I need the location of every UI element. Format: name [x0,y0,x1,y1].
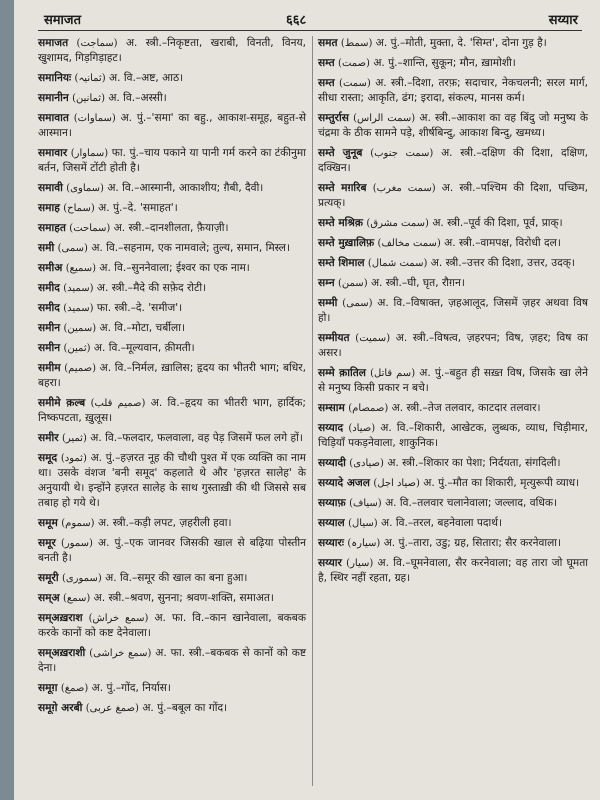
entry-urdu-spelling: (صیادی) [349,458,384,469]
dictionary-entry [38,611,306,641]
entry-headword: सय्याद [318,422,344,434]
entry-urdu-spelling: (ثمانیہ) [74,73,106,84]
entry-headword: समाह [38,202,60,214]
entry-definition: अ. वि.–सहनाम, एक नामवाले; तुल्य, समान, मिस्ल। [91,242,291,254]
dictionary-entry [38,261,306,276]
entry-urdu-spelling: (صمصام) [348,403,389,414]
entry-definition: अ. स्त्री.–उत्तर की दिशा, उत्तर, उदक्। [430,257,575,269]
dictionary-entry [318,556,588,586]
entry-definition: अ. वि.–अस्सी। [108,92,167,104]
entry-definition: अ. पुं.–तारा, उडु; ग्रह, सितारा; सैर करनेवाला। [383,537,562,549]
entry-headword: सम्ते मग़रिब [318,182,367,194]
entry-definition: अ. स्त्री.–पूर्व की दिशा, पूर्व, प्राक्। [432,217,563,229]
entry-definition: अ. स्त्री.–पश्चिम की दिशा, पच्छिम, प्रत्यक्। [318,182,588,209]
entry-urdu-spelling: (سمت مخالف) [377,238,441,249]
entry-urdu-spelling: (صمت) [338,58,370,69]
entry-headword: सय्यादे अजल [318,477,370,489]
entry-definition: अ. स्त्री.–विषत्व, ज़हरपन; विष, ज़हर; विष का असर। [318,332,588,359]
dictionary-entry [38,281,306,296]
dictionary-entry [318,256,588,271]
entry-definition: अ. वि.–निर्मल, ख़ालिस; हृदय का भीतरी भाग; बधिर, बहरा। [38,362,307,389]
dictionary-entry [38,516,306,531]
entry-headword: सम्तुर्रास [318,112,349,124]
entry-headword: सम्ते मश्रिक़ [318,217,364,229]
entry-urdu-spelling: (سمیع) [65,263,97,274]
entry-definition: अ. स्त्री.–श्रवण, सुनना; श्रवण-शक्ति, समाअत। [93,592,274,604]
entry-urdu-spelling: (سماجت) [76,38,118,49]
entry-headword: समी [38,242,55,254]
dictionary-entry [38,341,306,356]
entry-headword: सम्मी [318,297,338,309]
entry-headword: समीद [38,282,60,294]
entry-headword: समूग़ [38,682,58,694]
dictionary-entry [318,36,588,51]
entry-headword: समत [318,37,338,49]
dictionary-entry [38,681,306,696]
dictionary-entry [38,361,306,391]
dictionary-entry [38,221,306,236]
entry-definition: अ. वि.–शिकारी, आखेटक, लुब्धक, व्याध, चिड़ीमार, चिड़ियाँ पकड़नेवाला, शाकुनिक। [318,422,588,449]
page-number: ६६८ [286,13,307,28]
entry-urdu-spelling: (سماحت) [69,223,111,234]
column-divider [312,36,313,786]
entry-headword: समीमे क़ल्ब [38,397,86,409]
entry-urdu-spelling: (سمع خراشی) [89,648,152,659]
dictionary-entry [318,496,588,511]
entry-definition: अ. वि.–विषाक्त, ज़हआलूद, जिसमें ज़हर अथवा विष हो। [318,297,588,324]
dictionary-entry [38,146,306,176]
dictionary-entry [38,571,306,586]
entry-urdu-spelling: (صمیم) [64,363,96,374]
entry-definition: अ. फा. वि.–कान खानेवाला, बकबक करके कानों को कष्ट देनेवाला। [38,612,306,639]
entry-headword: सय्याल [318,517,345,529]
entry-definition: अ. वि.–मोटा, चर्बीला। [99,322,185,334]
entry-headword: समूग़े अरबी [38,702,83,714]
entry-urdu-spelling: (سمت مشرق) [366,218,429,229]
entry-definition: अ. पुं.–बबूल का गोंद। [142,702,228,714]
entry-definition: अ. वि.–समूर की खाल का बना हुआ। [105,572,248,584]
entry-urdu-spelling: (ثمانین) [72,93,105,104]
entry-headword: सम्न [318,277,335,289]
entry-headword: समावी [38,182,63,194]
dictionary-entry [38,451,306,511]
dictionary-entry [38,181,306,196]
dictionary-entry [318,366,588,396]
dictionary-entry [318,331,588,361]
entry-urdu-spelling: (صمیم قلب) [90,398,146,409]
dictionary-page [14,0,600,800]
entry-definition: अ. वि.–सुननेवाला; ईश्वर का एक नाम। [99,262,250,274]
entry-urdu-spelling: (سمید) [63,283,94,294]
entry-definition: फा. पुं.–चाय पकाने या पानी गर्म करने का टंकीनुमा बर्तन, जिसमें टोंटी होती है। [38,147,306,174]
dictionary-entry [38,431,306,446]
dictionary-entry [38,201,306,216]
dictionary-entry [38,301,306,316]
entry-headword: सम्ते मुख़ालिफ़ [318,237,375,249]
entry-urdu-spelling: (سماوی) [66,183,104,194]
entry-urdu-spelling: (سمور) [60,538,93,549]
entry-headword: सम्अ [38,592,60,604]
entry-headword: समीर [38,432,59,444]
dictionary-entry [318,76,588,106]
entry-headword: समूरी [38,572,59,584]
entry-definition: अ. पुं.–बहुत ही सख़्त विष, जिसके खा लेने से मनुष्य किसी प्रकार न बचे। [318,367,588,394]
entry-urdu-spelling: (صمغ) [60,683,89,694]
dictionary-entry [318,296,588,326]
entry-urdu-spelling: (سماح) [63,203,95,214]
entry-definition: अ. पुं.–दे. 'समाहत'। [98,202,178,214]
entry-definition: अ. पुं.–मौत का शिकारी, मृत्युरूपी व्याध। [423,477,580,489]
entry-definition: अ. पुं.–शान्ति, सुकून; मौन, ख़ामोशी। [373,57,516,69]
entry-urdu-spelling: (سیاف) [349,498,382,509]
entry-urdu-spelling: (سموری) [61,573,102,584]
entry-definition: अ. स्त्री.–आकाश का वह बिंदु जो मनुष्य के चंद्रमा के ठीक सामने पड़े, शीर्षबिन्दु, आकाश बिन्दु, खमध्य। [318,112,589,139]
dictionary-entry [318,236,588,251]
entry-headword: सय्यारः [318,537,344,549]
running-head-left: समाजत [44,13,81,28]
dictionary-entry [38,536,306,566]
entry-urdu-spelling: (صیاد) [348,423,376,434]
entry-headword: समीद [38,302,60,314]
entry-definition: अ. वि.–फलदार, फलवाला, वह पेड़ जिसमें फल लगे हों। [90,432,303,444]
entry-headword: समूर [38,537,56,549]
entry-headword: सम्अख़राशी [38,647,86,659]
entry-definition: अ. फा. स्त्री.–बकबक से कानों को कष्ट देना। [38,647,307,674]
entry-urdu-spelling: (سمت مغرب) [372,183,436,194]
entry-headword: समावार [38,147,68,159]
entry-urdu-spelling: (سمید) [63,303,94,314]
entry-headword: सम्त [318,77,335,89]
entry-definition: अ. पुं.–मोती, मुक्ता, दे. 'सिम्त', दोना गुड़ है। [375,37,547,49]
entry-headword: समानीन [38,92,69,104]
header-rule [38,30,582,31]
entry-headword: सम्मीयत [318,332,350,344]
dictionary-entry [38,71,306,86]
entry-definition: अ. वि.–घूमनेवाला, सैर करनेवाला; वह तारा जो घूमता है, स्थिर नहीं रहता, ग्रह। [318,557,589,584]
entry-definition: अ. स्त्री.–मैदे की सफ़ेद रोटी। [96,282,207,294]
entry-headword: सय्याफ़ [318,497,346,509]
entry-urdu-spelling: (سم قاتل) [370,368,416,379]
dictionary-entry [318,456,588,471]
entry-urdu-spelling: (ثمود) [60,453,87,464]
entry-definition: अ. स्त्री.–घी, घृत, रौग़न। [370,277,465,289]
entry-urdu-spelling: (سیار) [346,558,374,569]
entry-definition: अ. स्त्री.–वामपक्ष, विरोधी दल। [444,237,561,249]
entry-urdu-spelling: (سماوات) [73,113,116,124]
entry-urdu-spelling: (سمع خراش) [88,613,149,624]
entry-headword: समूद [38,452,58,464]
entry-headword: समीअ [38,262,63,274]
entry-headword: सम्अख़राश [38,612,83,624]
dictionary-entry [318,181,588,211]
entry-headword: समानियः [38,72,72,84]
left-column [38,36,306,721]
entry-urdu-spelling: (سیارہ) [347,538,381,549]
entry-urdu-spelling: (سماوار) [70,148,109,159]
entry-urdu-spelling: (سمن) [338,278,368,289]
entry-urdu-spelling: (سمت الراس) [353,113,416,124]
entry-headword: सम्त [318,57,335,69]
entry-definition: अ. वि.–हृदय का भीतरी भाग, हार्दिक; निष्कपटता, ख़ुलूस। [38,397,306,424]
entry-definition: अ. स्त्री.–दानशीलता, फ़ैयाज़ी। [113,222,229,234]
entry-headword: समीन [38,322,61,334]
dictionary-entry [38,701,306,716]
entry-definition: अ. स्त्री.–कड़ी लपट, ज़हरीली हवा। [97,517,232,529]
dictionary-entry [38,91,306,106]
dictionary-entry [318,111,588,141]
entry-definition: अ. पुं.–'समा' का बहु., आकाश-समूह, बहुत-से आस्मान। [38,112,306,139]
entry-headword: समावात [38,112,69,124]
entry-urdu-spelling: (سمع) [62,593,91,604]
entry-urdu-spelling: (سمط) [340,38,373,49]
entry-urdu-spelling: (ثمیر) [61,433,87,444]
dictionary-entry [318,146,588,176]
entry-definition: अ. वि.–तलवार चलानेवाला; जल्लाद, वधिक। [385,497,558,509]
entry-definition: अ. स्त्री.–तेज तलवार, काटदार तलवार। [391,402,541,414]
entry-headword: सय्यार [318,557,342,569]
dictionary-entry [38,591,306,606]
dictionary-entry [318,476,588,491]
dictionary-entry [318,401,588,416]
entry-definition: अ. वि.–तरल, बहनेवाला पदार्थ। [381,517,503,529]
entry-headword: समूम [38,517,58,529]
dictionary-entry [318,536,588,551]
right-column [318,36,588,591]
entry-urdu-spelling: (ثمین) [63,343,91,354]
entry-urdu-spelling: (سمین) [63,323,97,334]
entry-urdu-spelling: (سمت) [339,78,371,89]
dictionary-entry [38,241,306,256]
entry-definition: अ. स्त्री.–निकृष्टता, खराबी, विनती, विनय, खुशामद, गिड़गिड़ाहट। [38,37,306,64]
entry-urdu-spelling: (سمی) [342,298,373,309]
entry-definition: फा. स्त्री.–दे. 'समीज'। [96,302,183,314]
entry-urdu-spelling: (سموم) [61,518,95,529]
entry-urdu-spelling: (سمیت) [355,333,391,344]
entry-headword: सम्ते शिमाल [318,257,365,269]
entry-urdu-spelling: (سمی) [57,243,88,254]
entry-headword: समाहत [38,222,66,234]
entry-definition: अ. स्त्री.–दक्षिण की दिशा, दक्षिण, दक्खिन। [318,147,588,174]
dictionary-entry [318,216,588,231]
dictionary-entry [318,56,588,71]
entry-definition: अ. वि.–अष्ट, आठ। [109,72,184,84]
entry-urdu-spelling: (سمت شمال) [367,258,428,269]
dictionary-entry [38,36,306,66]
entry-definition: अ. पुं.–हज़रत नूह की चौथी पुश्त में एक व्यक्ति का नाम था। उसके वंशज 'बनी समूद' कहलाते थे और 'हज़रत सालेह' के अनुयायी थे। इन्होंने हज़रत सालेह के साथ गुस्ताख़ी की थी जिससे सब तबाह हो गये थे। [38,452,306,509]
entry-definition: अ. वि.–आस्मानी, आकाशीय; ग़ैबी, दैवी। [107,182,264,194]
entry-headword: सम्ते जुनूब [318,147,363,159]
dictionary-entry [38,111,306,141]
dictionary-entry [318,516,588,531]
entry-headword: समीम [38,362,61,374]
entry-headword: समाजत [38,37,69,49]
entry-urdu-spelling: (صمغ عربی) [85,703,139,714]
dictionary-entry [38,396,306,426]
entry-definition: अ. स्त्री.–दिशा, तरफ़; सदाचार, नेकचलनी; सरल मार्ग, सीधा रास्ता; आकृति, ढंग; इरादा, संकल्प, मानस कर्म। [318,77,588,104]
entry-headword: सम्साम [318,402,345,414]
entry-definition: अ. वि.–मूल्यवान, क़ीमती। [93,342,195,354]
dictionary-entry [38,321,306,336]
running-head-right: सय्यार [548,13,578,28]
entry-urdu-spelling: (سیال) [348,518,378,529]
entry-headword: समीन [38,342,61,354]
entry-headword: सय्यादी [318,457,346,469]
entry-headword: सम्मे क़ातिल [318,367,366,379]
entry-urdu-spelling: (سمت جنوب) [370,148,434,159]
entry-definition: अ. स्त्री.–शिकार का पेशा; निर्दयता, संगदिली। [387,457,561,469]
entry-urdu-spelling: (صیاد اجل) [373,478,420,489]
dictionary-entry [38,646,306,676]
dictionary-entry [318,421,588,451]
dictionary-entry [318,276,588,291]
entry-definition: अ. पुं.–गोंद, निर्यास। [91,682,171,694]
entry-definition: अ. पुं.–एक जानवर जिसकी खाल से बढ़िया पोस्तीन बनती है। [38,537,306,564]
